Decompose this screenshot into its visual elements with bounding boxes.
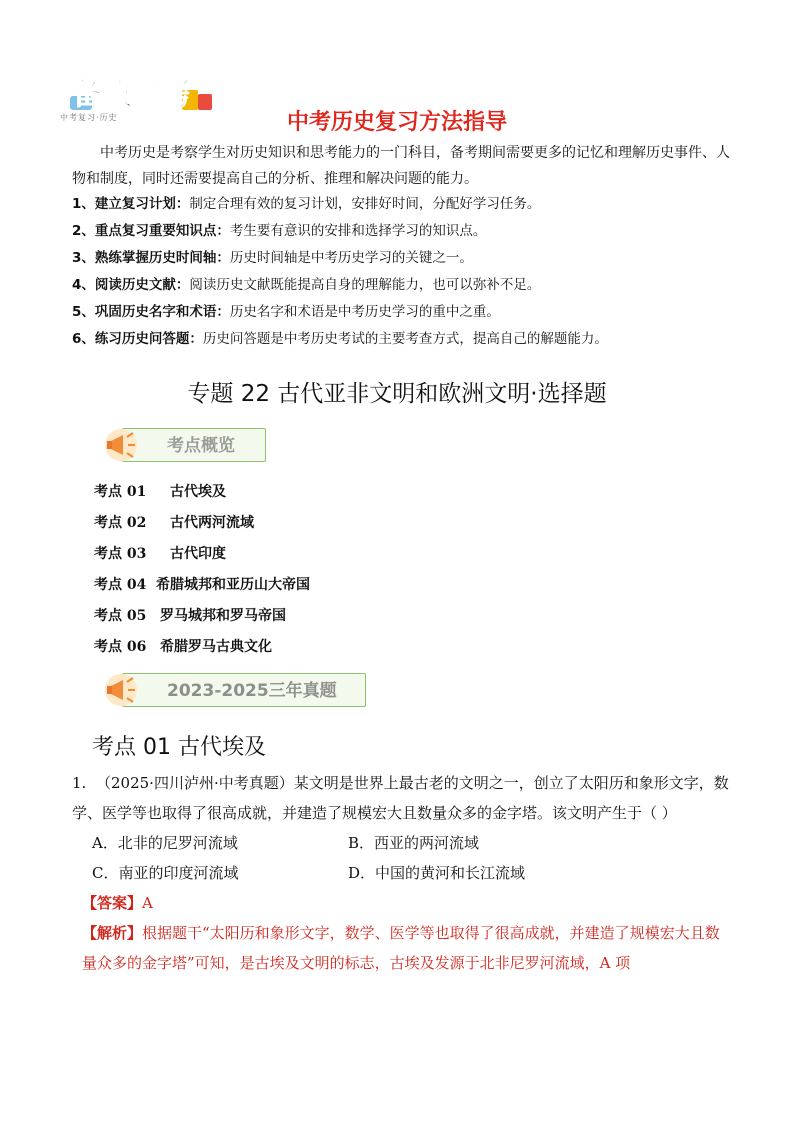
- analysis-label: 【解析】: [82, 924, 143, 942]
- intro-paragraph: 中考历史是考察学生对历史知识和思考能力的一门科目，备考期间需要更多的记忆和理解历史事件、人物和制度，同时还需要提高自己的分析、推理和解决问题的能力。: [72, 145, 730, 187]
- question-text: （2025·四川泸州·中考真题）某文明是世界上最古老的文明之一，创立了太阳历和象形文字，数学、医学等也取得了很高成就，并建造了规模宏大且数量众多的金字塔。该文明产生于（ ）: [72, 774, 729, 822]
- kaodian-number: 考点 02: [94, 515, 147, 531]
- method-item: [72, 221, 732, 241]
- kaodian-number: 考点 01: [94, 484, 147, 500]
- topic-title: 专题 22 古代亚非文明和欧洲文明·选择题: [187, 381, 607, 407]
- options-row: [92, 858, 732, 888]
- method-label: 1、建立复习计划：: [72, 196, 190, 212]
- option-a: A．北非的尼罗河流域: [92, 834, 238, 852]
- megaphone-icon: [101, 670, 149, 710]
- banner-label: 2023-2025三年真题: [167, 681, 337, 701]
- option-d: D．中国的黄河和长江流域: [348, 864, 526, 882]
- answer-value: A: [142, 894, 153, 912]
- answer-label: 【答案】: [82, 894, 143, 912]
- analysis-paragraph: [82, 918, 732, 978]
- list-item: [94, 481, 226, 501]
- method-label: 5、巩固历史名字和术语：: [72, 304, 230, 320]
- list-item: [94, 605, 286, 625]
- method-label: 4、阅读历史文献：: [72, 277, 190, 293]
- logo-subtitle: 中考复习·历史: [60, 113, 118, 122]
- kaodian-name: 古代两河流域: [170, 515, 254, 531]
- option-b: B．西亚的两河流域: [348, 834, 480, 852]
- method-item: [72, 302, 732, 322]
- answer-line: [82, 888, 732, 918]
- kaodian-name: 希腊城邦和亚历山大帝国: [156, 577, 310, 593]
- overview-banner: [122, 428, 266, 462]
- page-title: 中考历史复习方法指导: [286, 110, 507, 135]
- question-block: [72, 768, 732, 978]
- kaodian-number: 考点 04: [94, 577, 147, 593]
- svg-text:备战中考: 备战中考: [72, 77, 192, 112]
- option-c: C．南亚的印度河流域: [92, 864, 239, 882]
- analysis-text: 根据题干“太阳历和象形文字，数学、医学等也取得了很高成就，并建造了规模宏大且数量众多的金字塔”可知，是古埃及文明的标志，古埃及发源于北非尼罗河流域，A 项: [82, 924, 720, 972]
- kaodian-name: 古代印度: [170, 546, 226, 562]
- list-item: [94, 512, 254, 532]
- banner-label: 考点概览: [167, 436, 235, 456]
- list-item: [94, 543, 226, 563]
- megaphone-icon: [101, 425, 149, 465]
- kaodian-number: 考点 05: [94, 608, 147, 624]
- kaodian-number: 考点 03: [94, 546, 147, 562]
- kaodian-name: 古代埃及: [170, 484, 226, 500]
- question-stem: [72, 768, 732, 828]
- kaodian-number: 考点 06: [94, 639, 147, 655]
- options-row: [92, 828, 732, 858]
- method-text: 历史问答题是中考历史考试的主要考查方式，提高自己的解题能力。: [202, 331, 608, 347]
- method-label: 2、重点复习重要知识点：: [72, 223, 230, 239]
- method-text: 历史时间轴是中考历史学习的关键之一。: [229, 250, 473, 266]
- method-item: [72, 194, 732, 214]
- kaodian-name: 希腊罗马古典文化: [160, 639, 272, 655]
- method-item: [72, 275, 732, 295]
- method-text: 历史名字和术语是中考历史学习的重中之重。: [229, 304, 500, 320]
- method-item: [72, 248, 732, 268]
- kaodian-name: 罗马城邦和罗马帝国: [160, 608, 286, 624]
- method-text: 阅读历史文献既能提高自身的理解能力，也可以弥补不足。: [189, 277, 541, 293]
- question-number: 1.: [72, 774, 87, 792]
- method-label: 3、熟练掌握历史时间轴：: [72, 250, 230, 266]
- method-label: 6、练习历史问答题：: [72, 331, 203, 347]
- method-text: 制定合理有效的复习计划，安排好时间，分配好学习任务。: [189, 196, 541, 212]
- list-item: [94, 636, 272, 656]
- method-text: 考生要有意识的安排和选择学习的知识点。: [229, 223, 487, 239]
- section-heading: 考点 01 古代埃及: [92, 735, 266, 760]
- method-item: [72, 329, 732, 349]
- list-item: [94, 574, 310, 594]
- exam-banner: [122, 673, 366, 707]
